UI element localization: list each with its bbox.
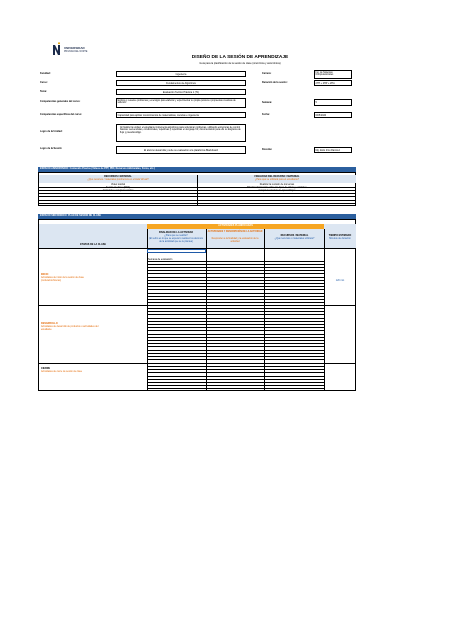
activity-row-line: [147, 311, 324, 312]
col-divider: [206, 229, 207, 391]
stage-inicio-name: INICIO: [41, 273, 49, 276]
activity-row-line: [147, 296, 324, 297]
activity-row-line: [147, 273, 324, 274]
async-row-purpose: Brindar información sobre los tipos de datos y entidades: [247, 186, 307, 190]
activity-row-line: [147, 264, 324, 265]
finalidad-sub2: (El verbo es lo que se espera lo realicen los alumnos de la actividad que se le plantea): [149, 238, 203, 243]
competencias-especificas-field[interactable]: Capacidad para aplicar conocimientos de matemáticas, ciencias e ingeniería: [116, 112, 246, 118]
activity-row-line: [147, 318, 324, 319]
async-col1-header: RECURSOS / MATERIAL: [104, 175, 132, 178]
tema-label: Tema:: [40, 90, 47, 93]
activity-row-line: [147, 369, 324, 370]
fecha-label: Fecha:: [262, 113, 270, 116]
logo-mark-icon: [52, 42, 62, 56]
activity-row-line: [147, 293, 324, 294]
docente-label: Docente:: [262, 148, 273, 151]
activity-row-line: [147, 340, 324, 341]
async-table: [38, 172, 356, 206]
async-section-bar: ESPACIO ASINCRÓNICO: Contenido Previos (Videos de PPT, PDF, Recursos Adicionales, Foros, etc.): [38, 167, 356, 172]
activity-row-line: [147, 289, 324, 290]
stage-divider-line: [39, 305, 356, 306]
stage-desarrollo-name: DESARROLLO: [41, 322, 58, 325]
university-logo: [52, 42, 102, 56]
col-divider: [264, 229, 265, 391]
async-row-resource: Sesión de clase (PDF): [106, 186, 130, 190]
activity-row-line: [147, 382, 324, 383]
activity-row-line: [147, 308, 324, 309]
carrera-label: Carrera:: [262, 72, 272, 75]
col-divider: [147, 229, 148, 391]
semana-label: Semana:: [262, 101, 272, 104]
tiempo-header: TIEMPO ESTIMADO: [328, 234, 352, 237]
sync-table: [38, 219, 356, 391]
facultad-label: Facultad:: [40, 72, 51, 75]
activity-row-line: [147, 302, 324, 303]
activity-row-line: [147, 388, 324, 389]
recursos-header: RECURSOS / MATERIAL: [280, 234, 309, 237]
etapas-header: ETAPAS DE LA CLASE: [80, 243, 106, 246]
async-row-resource: Actividades complementarias: [102, 189, 134, 193]
sync-section-bar: ESPACIO SINCRÓNICO: PLAN DE SESIÓN DE CLASE: [38, 214, 356, 219]
activity-row-line: [147, 321, 324, 322]
desc-sub: Responden a la finalidad y la evaluación de la actividad: [211, 238, 259, 243]
async-row-divider: [39, 196, 356, 197]
finalidad-sub: ¿Para qué se realiza?: [164, 234, 188, 237]
activity-row-line: [147, 337, 324, 338]
activity-row-line: [147, 270, 324, 271]
async-row-divider: [39, 203, 356, 204]
activity-row-line: [147, 353, 324, 354]
activity-row-line: [147, 372, 324, 373]
carrera-field[interactable]: Ing. de Sistemas Computacionales: [314, 70, 352, 79]
activity-row-line: [147, 324, 324, 325]
page-title: DISEÑO DE LA SESIÓN DE APRENDIZAJE: [191, 55, 289, 60]
stage-cierre-name: CIERRE: [41, 367, 51, 370]
duracion-field[interactable]: 2HT + 2HP + 2HA: [314, 80, 352, 86]
logro-unidad-label: Logro de la Unidad:: [40, 130, 63, 133]
curso-field[interactable]: Fundamentos de Algoritmos: [116, 80, 246, 86]
competencias-especificas-label: Competencias específicas del curso:: [40, 113, 82, 116]
logo-line2: PRIVADA DEL NORTE: [64, 51, 88, 53]
activity-row-line: [147, 343, 324, 344]
activity-row-line: [147, 359, 324, 360]
tema-field[interactable]: Evaluación Teórico Práctica 1 (T1): [116, 89, 246, 95]
activity-row-line: [147, 327, 324, 328]
activity-row-line: [147, 334, 324, 335]
activity-row-line: [147, 267, 324, 268]
inicio-time: 120 min: [335, 279, 345, 282]
async-col2-sub: ¿Para qué se utilizará para el estudiante?: [254, 178, 300, 181]
competencias-generales-field[interactable]: Explora y resuelve problemas y enemigos para elaborar y experimentar su propia postura o propuestas creativas de solución.: [116, 98, 246, 108]
facultad-field[interactable]: Ingeniería: [116, 71, 246, 77]
page-subtitle: Guía para la planificación de la sesión de clase (sincrónica y asincrónica): [199, 62, 281, 65]
docente-field[interactable]: Mg. Elvis Irino Ramirez: [314, 147, 352, 153]
activity-row-line: [147, 376, 324, 377]
logro-unidad-field[interactable]: Al finalizar la unidad, el estudiante implementa algoritmos para solucionar problemas, utilizando estructuras de control básicas: secuenciales, condicionales, repetitivas y repetitivas en lenguaje C#, documentando para ello su diagrama de flujo y pseudocódigo.: [116, 124, 246, 142]
activity-row-line: [147, 314, 324, 315]
activity-row-line: [147, 385, 324, 386]
activity-row-line: [147, 379, 324, 380]
competencias-generales-label: Competencias generales del curso:: [40, 100, 81, 103]
activity-row-line: [147, 346, 324, 347]
curso-label: Curso:: [40, 81, 48, 84]
async-col1-sub: ¿Qué recursos / materiales pondremos en el Aula Virtual?: [87, 178, 149, 181]
logro-sesion-field[interactable]: El alumno desarrolla y sube su evaluación a la plataforma Blackboard: [116, 146, 246, 154]
duracion-label: Duración de la sesión:: [262, 81, 288, 84]
stage-cierre-desc: Actividades de cierre de sesión de clase: [41, 371, 82, 373]
tiempo-sub: Minutos de duración: [329, 237, 351, 240]
activity-row-line: [147, 356, 324, 357]
activity-row-line: [147, 366, 324, 367]
logo-line1: UNIVERSIDAD: [64, 46, 85, 50]
stage-divider-line: [39, 363, 356, 364]
fecha-field[interactable]: 6/05/2020: [314, 112, 352, 118]
async-col2-header: FINALIDAD DEL RECURSO / MATERIAL: [254, 175, 300, 178]
inicio-first-row: Semana de evaluación: [148, 258, 173, 261]
finalidad-header: FINALIDAD DE LA ACTIVIDAD: [158, 231, 194, 234]
activity-row-line: [147, 330, 324, 331]
async-row-divider: [39, 200, 356, 201]
recursos-sub: ¿Qué recursos o materiales utilizaré?: [274, 237, 315, 240]
desc-header: ACTIVIDADES Y DESCRIPCIÓN DE LA ACTIVIDAD: [207, 231, 263, 233]
async-row-purpose: Realizar la revisión de los temas: [259, 183, 295, 186]
activity-row-line: [147, 286, 324, 287]
logro-sesion-label: Logro de la Sesión:: [40, 147, 63, 150]
activity-row-line: [147, 280, 324, 281]
async-row-divider: [39, 193, 356, 194]
async-row-resource: Video tutorial: [111, 183, 125, 186]
stage-desarrollo-desc: Actividades de desarrollo de productos o actividades del estudiante: [41, 326, 99, 331]
planned-activities-header: ACTIVIDADES PLANIFICADAS: [218, 224, 253, 227]
col-divider: [324, 229, 325, 391]
activity-row-line: [147, 350, 324, 351]
activity-row-line: [147, 283, 324, 284]
activity-row-line: [147, 277, 324, 278]
async-row-purpose: Complementación de aprendizajes: [258, 189, 296, 193]
inicio-activity-cell[interactable]: [147, 249, 206, 253]
stage-inicio-desc: Actividades de inicio de la sesión de clase (motivación/interés): [41, 277, 84, 282]
semana-field[interactable]: 5: [314, 99, 352, 106]
activity-row-line: [147, 299, 324, 300]
